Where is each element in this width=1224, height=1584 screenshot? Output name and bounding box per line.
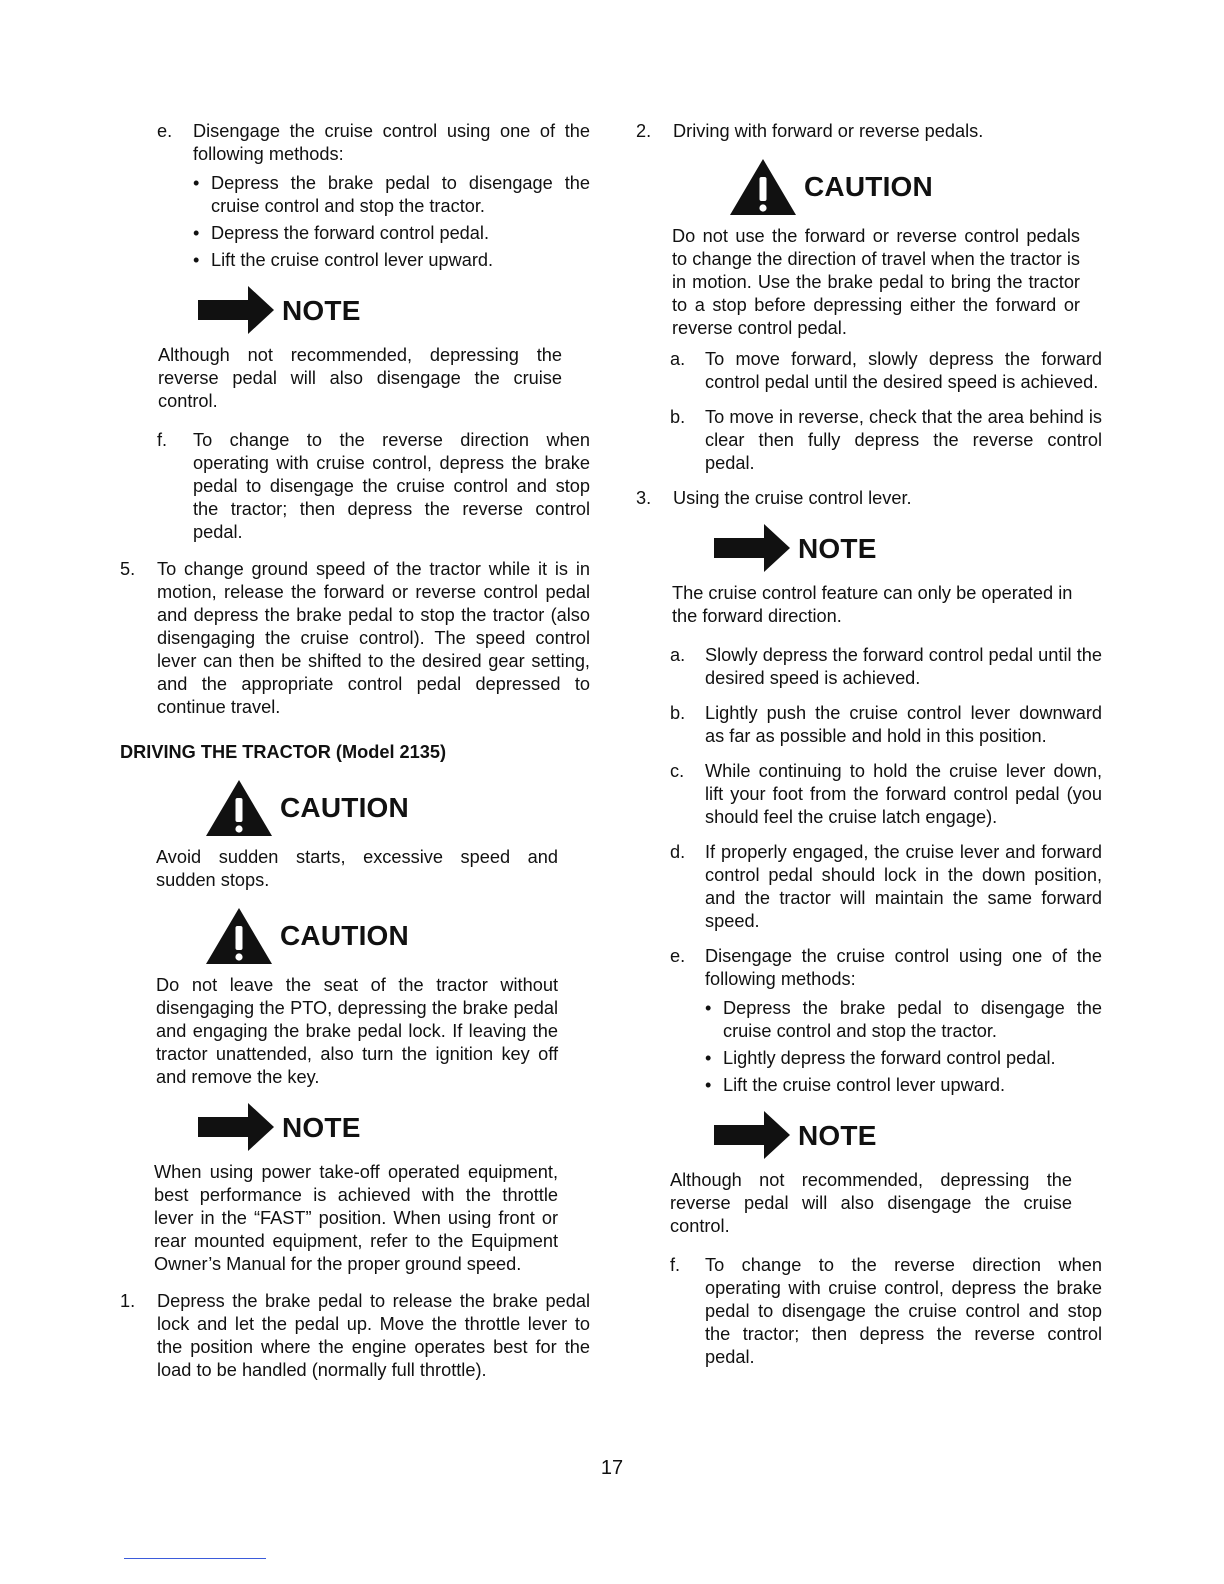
step-2 — [636, 120, 1102, 143]
step-text: Slowly depress the forward control pedal until the desired speed is achieved. — [705, 645, 1102, 688]
note-body: When using power take-off operated equipment, best performance is achieved with the throttle lever in the “FAST” position. When using front or rear mounted equipment, refer to the Equipment Owner’s Manual for the proper ground speed. — [154, 1162, 558, 1274]
caution-body: Do not use the forward or reverse control pedals to change the direction of travel when the tractor is in motion. Use the brake pedal to bring the tractor to a stop before depressing either the forward or reverse control pedal. — [672, 226, 1080, 338]
step-text: To move forward, slowly depress the forward control pedal until the desired speed is achieved. — [705, 349, 1102, 392]
step-a-right — [636, 644, 1102, 690]
note-body: Although not recommended, depressing the reverse pedal will also disengage the cruise control. — [158, 345, 562, 411]
step-label: e. — [157, 121, 173, 141]
step-f-right — [636, 1254, 1102, 1369]
note-body: Although not recommended, depressing the reverse pedal will also disengage the cruise control. — [670, 1170, 1072, 1236]
step-label: f. — [157, 430, 168, 450]
step-text: To change ground speed of the tractor while it is in motion, release the forward or reverse control pedal and depress the brake pedal to stop the tractor (also disengaging the cruise control). The speed control lever can then be shifted to the desired gear setting, and the appropriate control pedal depressed to continue travel. — [157, 559, 590, 717]
arrow-right-icon — [198, 1103, 276, 1153]
note-title: NOTE — [282, 1112, 361, 1143]
step-label: e. — [670, 946, 686, 966]
step-text: To change to the reverse direction when operating with cruise control, depress the brake pedal to disengage the cruise control and stop the tractor; then depress the reverse control pedal. — [193, 430, 590, 542]
bullet-item: • Depress the brake pedal to disengage the cruise control and stop the tractor. — [705, 998, 1102, 1041]
arrow-right-icon — [714, 524, 792, 574]
caution-header — [120, 778, 590, 838]
bullet-item: • Lift the cruise control lever upward. — [705, 1075, 1006, 1095]
step-text: Depress the brake pedal to release the brake pedal lock and let the pedal up. Move the throttle lever to the position where the engine operates best for the load to be handled (normally full throttle). — [157, 1291, 590, 1380]
step-text: While continuing to hold the cruise lever down, lift your foot from the forward control pedal (you should feel the cruise latch engage). — [705, 761, 1102, 827]
arrow-right-icon — [198, 286, 276, 336]
arrow-right-icon — [714, 1111, 792, 1161]
step-text: Disengage the cruise control using one of the following methods: — [193, 121, 590, 164]
step-label: 1. — [120, 1291, 136, 1311]
step-5 — [120, 558, 590, 719]
step-d-right — [636, 841, 1102, 933]
step-b-right — [636, 406, 1102, 475]
note-header — [636, 524, 1102, 574]
section-heading: DRIVING THE TRACTOR (Model 2135) — [120, 742, 447, 762]
step-label: a. — [670, 645, 686, 665]
step-c-right — [636, 760, 1102, 829]
note-header — [120, 1103, 590, 1153]
bullet-item: • Depress the forward control pedal. — [193, 223, 490, 243]
step-label: d. — [670, 842, 686, 862]
step-label: f. — [670, 1255, 681, 1275]
step-text: Using the cruise control lever. — [673, 488, 912, 508]
bullet-item: • Lift the cruise control lever upward. — [193, 250, 494, 270]
step-e-right — [636, 945, 1102, 1097]
warning-icon — [204, 778, 274, 838]
step-e-left — [120, 120, 590, 272]
step-label: b. — [670, 407, 686, 427]
caution-body: Avoid sudden starts, excessive speed and sudden stops. — [156, 847, 558, 890]
right-column — [636, 120, 1102, 1381]
step-text: If properly engaged, the cruise lever and forward control pedal should lock in the down position, and the tractor will maintain the same forward speed. — [705, 842, 1102, 931]
caution-title: CAUTION — [804, 171, 933, 202]
note-body: The cruise control feature can only be operated in the forward direction. — [672, 583, 1073, 626]
note-header — [636, 1111, 1102, 1161]
step-3 — [636, 487, 1102, 510]
caution-header — [636, 157, 1102, 217]
step-text: To move in reverse, check that the area behind is clear then fully depress the reverse control pedal. — [705, 407, 1102, 473]
left-column — [120, 120, 590, 1394]
step-1 — [120, 1290, 590, 1382]
note-title: NOTE — [798, 533, 877, 564]
caution-header — [120, 906, 590, 966]
step-f-left — [120, 429, 590, 544]
step-text: Disengage the cruise control using one of the following methods: — [705, 946, 1102, 989]
warning-icon — [728, 157, 798, 217]
bullet-list — [705, 997, 1102, 1097]
caution-title: CAUTION — [280, 792, 409, 823]
step-label: 3. — [636, 488, 652, 508]
warning-icon — [204, 906, 274, 966]
step-label: a. — [670, 349, 686, 369]
step-label: 2. — [636, 121, 652, 141]
step-text: Driving with forward or reverse pedals. — [673, 121, 984, 141]
step-label: c. — [670, 761, 685, 781]
bullet-list — [193, 172, 590, 272]
step-a-right — [636, 348, 1102, 394]
caution-title: CAUTION — [280, 920, 409, 951]
divider — [124, 1558, 266, 1559]
note-header — [120, 286, 590, 336]
step-text: To change to the reverse direction when operating with cruise control, depress the brake pedal to disengage the cruise control and stop the tractor; then depress the reverse control pedal. — [705, 1255, 1102, 1367]
note-title: NOTE — [798, 1120, 877, 1151]
step-label: 5. — [120, 559, 136, 579]
step-label: b. — [670, 703, 686, 723]
bullet-item: • Depress the brake pedal to disengage the cruise control and stop the tractor. — [193, 173, 590, 216]
bullet-item: • Lightly depress the forward control pedal. — [705, 1048, 1056, 1068]
note-title: NOTE — [282, 295, 361, 326]
step-text: Lightly push the cruise control lever downward as far as possible and hold in this position. — [705, 703, 1102, 746]
caution-body: Do not leave the seat of the tractor without disengaging the PTO, depressing the brake pedal and engaging the brake pedal lock. If leaving the tractor unattended, also turn the ignition key off and remove the key. — [156, 975, 558, 1087]
step-b-right — [636, 702, 1102, 748]
page-number: 17 — [600, 1457, 624, 1479]
